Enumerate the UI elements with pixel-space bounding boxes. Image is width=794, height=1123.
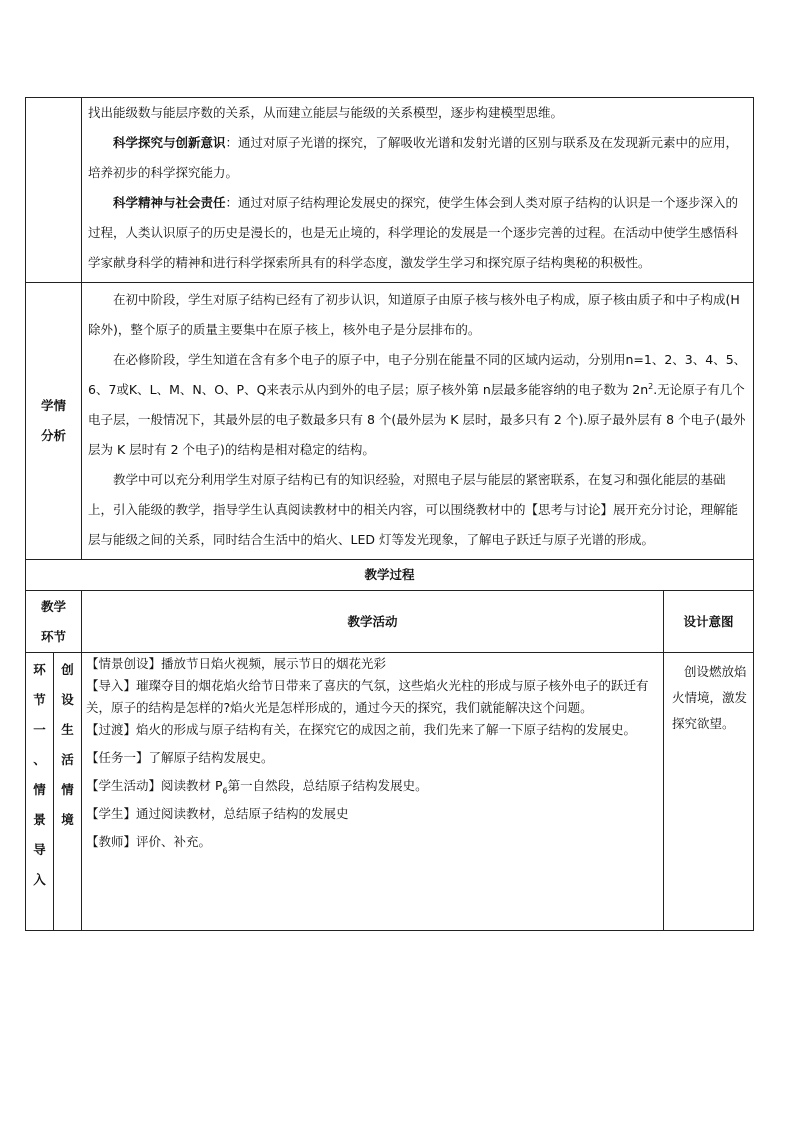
analysis-para-2-a: 在必修阶段，学生知道在含有多个电子的原子中，电子分别在能量不同的区域内运动，分别用n=1、2、3、4、5、6、7或K、L、M、N、O、P、Q来表示从内到外的电子层；原子核外第 n层最多能容纳的电子数为 2n: [88, 352, 747, 397]
col-header-activity: 教学活动: [82, 591, 664, 653]
sub-char: 境: [61, 812, 74, 827]
sub-char: 活: [61, 752, 74, 767]
stage-char: 导: [33, 842, 46, 857]
activity-tag: 【过渡】: [86, 722, 137, 737]
stage-char: 景: [33, 812, 46, 827]
analysis-content-cell: [82, 283, 754, 560]
col-header-stage-line-1: 教学: [40, 598, 66, 614]
activity-item: [82, 653, 663, 675]
activity-tag: 【情景创设】: [86, 656, 162, 671]
analysis-para-3: 教学中可以充分利用学生对原子结构已有的知识经验，对照电子层与能层的紧密联系，在复习和强化能层的基础上，引入能级的教学，指导学生认真阅读教材中的相关内容，可以围绕教材中的【思考与讨论】展开充分讨论，理解能层与能级之间的关系，同时结合生活中的焰火、LED 灯等发光现象，了解电子跃迁与原子光谱的形成。: [88, 472, 739, 547]
col-header-intent: 设计意图: [664, 591, 754, 653]
activity-sub: 6: [222, 786, 228, 796]
goals-row: [26, 98, 754, 283]
sub-char: 设: [61, 692, 74, 707]
col-header-stage-line-2: 环节: [40, 628, 66, 644]
activity-text: 播放节日焰火视频，展示节日的烟花光彩: [161, 656, 387, 671]
activity-item: [82, 803, 663, 825]
stage-char: 、: [33, 752, 46, 767]
goals-para-2-text: ：通过对原子光谱的探究，了解吸收光谱和发射光谱的区别与联系及在发现新元素中的应用，培养初步的科学探究能力。: [88, 135, 739, 180]
sub-char: 生: [61, 722, 74, 737]
goals-para-3: [82, 188, 753, 278]
analysis-para-2-sup: 2: [648, 381, 654, 391]
analysis-label-line-1: 学情: [40, 398, 66, 413]
goals-para-2: [82, 128, 753, 188]
stage-1-sublabel: [54, 653, 82, 931]
activity-tag: 【任务一】: [86, 750, 149, 765]
activity-text: 评价、补充。: [136, 834, 212, 849]
analysis-para-1: 在初中阶段，学生对原子结构已经有了初步认识，知道原子由原子核与核外电子构成，原子核由质子和中子构成(H除外)，整个原子的质量主要集中在原子核上，核外电子是分层排布的。: [88, 292, 740, 337]
lesson-plan-table: [25, 97, 754, 931]
analysis-label-cell: [26, 283, 82, 560]
stage-char: 情: [33, 782, 46, 797]
stage-1-row: [26, 653, 754, 931]
stage-1-intent: 创设燃放焰火情境，激发探究欲望。: [664, 653, 754, 931]
activity-tag: 【学生】: [86, 806, 137, 821]
sub-char: 情: [61, 782, 74, 797]
activity-text: 第一自然段，总结原子结构发展史。: [227, 778, 428, 793]
activity-tag: 【教师】: [86, 834, 137, 849]
goals-content-cell: [82, 98, 754, 283]
process-header-row: [26, 591, 754, 653]
analysis-para-2-b: .无论原子有几个电子层，一般情况下，其最外层的电子数最多只有 8 个(最外层为 K 层时，最多只有 2 个).原子最外层有 8 个电子(最外层为 K 层时有 2 个电子)的结构是相对稳定的结构。: [88, 382, 746, 457]
activity-text: 璀璨夺目的烟花焰火给节日带来了喜庆的气氛，这些焰火光柱的形成与原子核外电子的跃迁有关，原子的结构是怎样的?焰火光是怎样形成的，通过今天的探究，我们就能解决这个问题。: [86, 678, 649, 715]
activity-text: 焰火的形成与原子结构有关，在探究它的成因之前，我们先来了解一下原子结构的发展史。: [136, 722, 637, 737]
analysis-label-line-2: 分析: [40, 428, 66, 443]
stage-char: 节: [33, 692, 46, 707]
stage-char: 入: [33, 872, 46, 887]
process-title-row: [26, 560, 754, 591]
goals-para-3-text: ：通过对原子结构理论发展史的探究，使学生体会到人类对原子结构的认识是一个逐步深入的过程，人类认识原子的历史是漫长的，也是无止境的，科学理论的发展是一个逐步完善的过程。在活动中使学生感悟科学家献身科学的精神和进行科学探索所具有的科学态度，激发学生学习和探究原子结构奥秘的积极性。: [88, 195, 739, 270]
sub-char: 创: [61, 662, 74, 677]
analysis-row: [26, 283, 754, 560]
activity-item: [82, 675, 663, 719]
activity-item: [82, 747, 663, 769]
activity-item: [82, 775, 663, 797]
goals-para-1: 找出能级数与能层序数的关系，从而建立能层与能级的关系模型，逐步构建模型思维。: [88, 105, 564, 120]
goals-label-cell: [26, 98, 82, 283]
stage-1-activities: [82, 653, 664, 931]
process-title: 教学过程: [26, 560, 754, 591]
stage-1-label: [26, 653, 54, 931]
analysis-para-2: [82, 345, 753, 465]
activity-tag: 【导入】: [86, 678, 137, 693]
goals-para-2-heading: 科学探究与创新意识: [113, 135, 226, 150]
stage-char: 一: [33, 722, 46, 737]
goals-para-3-heading: 科学精神与社会责任: [113, 195, 226, 210]
activity-tag: 【学生活动】: [86, 778, 162, 793]
activity-item: [82, 719, 663, 741]
activity-item: [82, 831, 663, 853]
document-page: [25, 97, 753, 931]
activity-text: 通过阅读教材，总结原子结构的发展史: [136, 806, 349, 821]
col-header-stage: [26, 591, 82, 653]
stage-char: 环: [33, 662, 46, 677]
activity-text: 了解原子结构发展史。: [148, 750, 274, 765]
activity-text: 阅读教材 P: [161, 778, 223, 793]
